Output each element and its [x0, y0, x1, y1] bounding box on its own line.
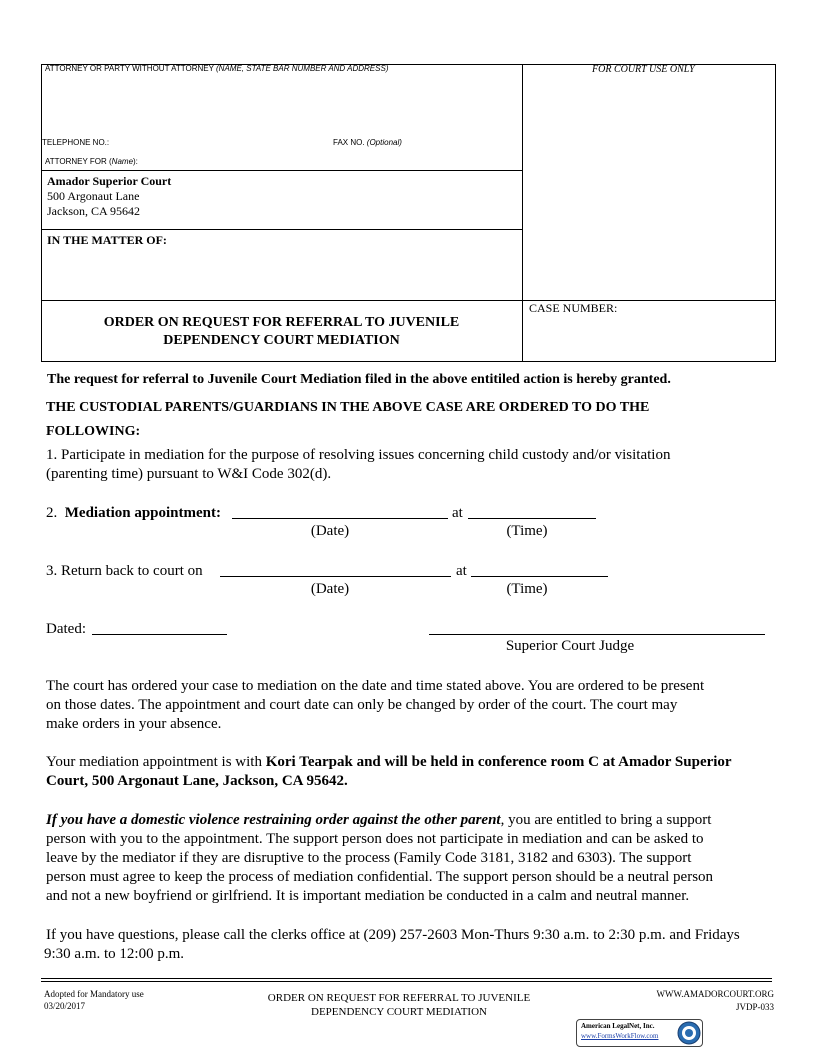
adopted-line2: 03/20/2017: [44, 1001, 86, 1011]
court-address-top-rule: [41, 170, 522, 171]
item-1: [46, 446, 670, 484]
item-3-date-caption: (Date): [310, 581, 350, 597]
dv-line4: person must agree to keep the process of mediation confidential. The support person should be a neutral person: [46, 869, 714, 885]
publisher-name: American LegalNet, Inc.: [581, 1022, 655, 1030]
dated-label: Dated:: [46, 621, 86, 637]
publisher-url[interactable]: www.FormsWorkFlow.com: [581, 1032, 659, 1040]
matter-label: IN THE MATTER OF:: [47, 233, 167, 247]
court-name: Amador Superior Court: [47, 174, 172, 188]
judge-caption: Superior Court Judge: [505, 638, 635, 654]
attorney-label: [45, 64, 388, 73]
return-date-line[interactable]: [220, 576, 451, 577]
questions-line2: 9:30 a.m. to 12:00 p.m.: [44, 946, 184, 962]
item-3-label: 3. Return back to court on: [46, 563, 203, 579]
dv-italic: If you have a domestic violence restraining order against the other parent: [46, 812, 501, 828]
order-heading-line1: THE CUSTODIAL PARENTS/GUARDIANS IN THE ABOVE CASE ARE ORDERED TO DO THE: [46, 400, 650, 415]
court-use-label: FOR COURT USE ONLY: [592, 64, 695, 75]
item-1-line1: 1. Participate in mediation for the purpose of resolving issues concerning child custody and/or visitation: [46, 447, 671, 463]
notice-paragraph: [46, 677, 704, 734]
grant-statement: The request for referral to Juvenile Court Mediation filed in the above entitiled action is hereby granted.: [47, 372, 671, 387]
judge-signature-line[interactable]: [429, 634, 765, 635]
notice-line1: The court has ordered your case to mediation on the date and time stated above. You are ordered to be present: [46, 678, 705, 694]
attorney-for-note: Name: [111, 157, 134, 166]
item-2-at: at: [452, 505, 463, 521]
footer-website[interactable]: WWW.AMADORCOURT.ORG: [656, 989, 774, 999]
item-3-at: at: [456, 563, 467, 579]
item-2-time-caption: (Time): [506, 523, 548, 539]
footer-right: [600, 988, 774, 1014]
adopted-note: [44, 988, 144, 1012]
order-heading: [46, 396, 649, 444]
item-3-time-caption: (Time): [506, 581, 548, 597]
attorney-label-text: ATTORNEY OR PARTY WITHOUT ATTORNEY: [45, 64, 214, 73]
footer-title-line1: ORDER ON REQUEST FOR REFERRAL TO JUVENILE: [267, 992, 531, 1004]
mediation-time-line[interactable]: [468, 518, 596, 519]
appointment-prefix: Your mediation appointment is with: [46, 754, 266, 770]
title-top-rule: [41, 300, 776, 301]
dv-line2: person with you to the appointment. The support person does not participate in mediation and can be asked to: [46, 831, 704, 847]
form-title-line1: ORDER ON REQUEST FOR REFERRAL TO JUVENILE: [103, 315, 460, 330]
mediation-date-line[interactable]: [232, 518, 448, 519]
footer-title: [240, 991, 558, 1019]
dv-line1-rest: , you are entitled to bring a support: [500, 812, 712, 828]
dv-paragraph: [46, 811, 713, 906]
appointment-bold1: Kori Tearpak and will be held in conference room C at Amador Superior: [265, 754, 732, 770]
appointment-line2: [46, 772, 732, 791]
appointment-bold2: Court, 500 Argonaut Lane, Jackson, CA 95642.: [46, 773, 348, 789]
publisher-badge[interactable]: [576, 1019, 703, 1047]
notice-line3: make orders in your absence.: [46, 716, 222, 732]
dv-line3: leave by the mediator if they are disruptive to the process (Family Code 3181, 3182 and 6303). The support: [46, 850, 692, 866]
attorney-label-note: (NAME, STATE BAR NUMBER AND ADDRESS): [216, 64, 389, 73]
matter-top-rule: [41, 229, 522, 230]
appointment-paragraph: [46, 753, 732, 791]
item-2: [46, 504, 221, 523]
telephone-label: TELEPHONE NO.:: [42, 138, 110, 147]
attorney-for-close: ):: [133, 157, 138, 166]
form-title: [41, 314, 522, 350]
attorney-for-text: ATTORNEY FOR (: [45, 157, 112, 166]
dv-line5: and not a new boyfriend or girlfriend. It is important mediation be conducted in a calm and neutral manner.: [46, 888, 690, 904]
dated-line[interactable]: [92, 634, 227, 635]
item-2-date-caption: (Date): [310, 523, 350, 539]
questions-line1: If you have questions, please call the clerks office at (209) 257-2603 Mon-Thurs 9:30 a.m. to 2:30 p.m. and Fridays: [46, 927, 740, 943]
appointment-line1: [46, 753, 732, 772]
dv-line1: [46, 811, 713, 830]
fax-label-text: FAX NO.: [333, 138, 365, 147]
footer-rule-1: [41, 978, 772, 979]
order-heading-line2: FOLLOWING:: [46, 424, 141, 439]
court-city: Jackson, CA 95642: [47, 204, 140, 218]
court-street: 500 Argonaut Lane: [47, 189, 140, 203]
return-time-line[interactable]: [471, 576, 608, 577]
case-number-label: CASE NUMBER:: [529, 301, 618, 315]
publisher-logo-icon: [677, 1021, 701, 1045]
caption-divider: [522, 64, 523, 362]
form-title-line2: DEPENDENCY COURT MEDIATION: [163, 333, 400, 348]
item-1-line2: (parenting time) pursuant to W&I Code 302(d).: [46, 466, 332, 482]
attorney-for-label: [45, 157, 138, 166]
questions-paragraph: [44, 926, 740, 964]
notice-line2: on those dates. The appointment and court date can only be changed by order of the court. The court may: [46, 697, 678, 713]
footer-title-line2: DEPENDENCY COURT MEDIATION: [311, 1006, 487, 1018]
item-2-label: Mediation appointment:: [64, 505, 222, 521]
footer-rule-2: [41, 981, 772, 982]
fax-label-note: (Optional): [366, 138, 402, 147]
fax-label: [333, 138, 402, 147]
footer-form-code: JVDP-033: [735, 1002, 774, 1012]
item-2-number: 2.: [46, 505, 65, 521]
adopted-line1: Adopted for Mandatory use: [44, 989, 144, 999]
